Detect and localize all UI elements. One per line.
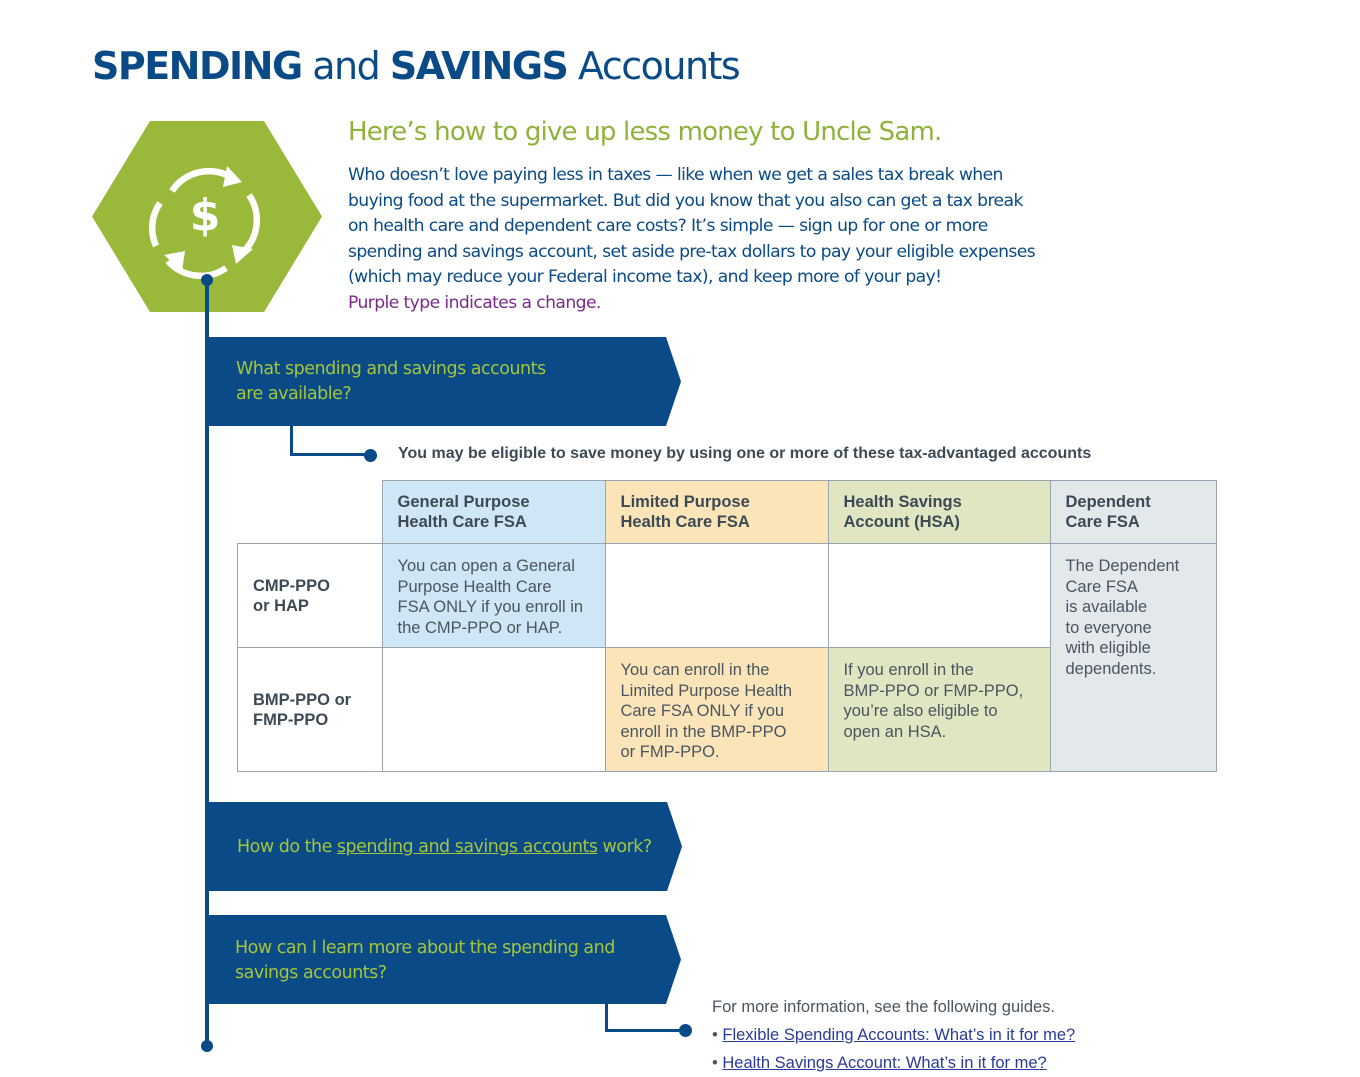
- how-work-link[interactable]: spending and savings accounts: [336, 837, 598, 857]
- header-dependent-care: Dependent Care FSA: [1050, 481, 1216, 544]
- section-how-work-title: How do the spending and savings accounts work?: [237, 837, 652, 857]
- change-note: Purple type indicates a change.: [348, 292, 601, 313]
- row-label-cmp: CMP-PPO or HAP: [238, 544, 383, 648]
- cell-limited-bmp: You can enroll in the Limited Purpose Health Care FSA ONLY if you enroll in the BMP-PPO or FMP-PPO.: [605, 648, 828, 772]
- cell-hsa-bmp: If you enroll in the BMP-PPO or FMP-PPO, you’re also eligible to open an HSA.: [828, 648, 1050, 772]
- guide-item: • Flexible Spending Accounts: What’s in it for me?: [712, 1026, 1076, 1044]
- section-available-title: What spending and savings accounts are available?: [236, 359, 546, 404]
- header-hsa: Health Savings Account (HSA): [828, 481, 1050, 544]
- connector-dot: [364, 449, 377, 462]
- more-info: [712, 993, 1075, 1077]
- more-info-dot: [679, 1024, 692, 1037]
- cell-hsa-cmp: [828, 544, 1050, 648]
- fsa-guide-link[interactable]: Flexible Spending Accounts: What’s in it for me?: [722, 1026, 1076, 1044]
- hsa-guide-link[interactable]: Health Savings Account: What’s in it for me?: [722, 1054, 1047, 1072]
- more-info-connector: [605, 1004, 684, 1032]
- section-how-work-banner[interactable]: [205, 802, 683, 891]
- guide-item: • Health Savings Account: What’s in it for me?: [712, 1054, 1047, 1072]
- header-general-purpose: General Purpose Health Care FSA: [382, 481, 605, 544]
- section-learn-more-title: How can I learn more about the spending and savings accounts?: [235, 938, 615, 983]
- cell-general-bmp: [382, 648, 605, 772]
- more-info-intro: For more information, see the following guides.: [712, 998, 1056, 1016]
- svg-text:$: $: [189, 190, 221, 241]
- section-learn-more-banner[interactable]: [205, 915, 683, 1004]
- cell-limited-cmp: [605, 544, 828, 648]
- eligibility-note: You may be eligible to save money by using one or more of these tax-advantaged accounts: [398, 445, 1092, 462]
- header-limited-purpose: Limited Purpose Health Care FSA: [605, 481, 828, 544]
- intro-paragraph: Who doesn’t love paying less in taxes — like when we get a sales tax break when buying food at the supermarket. But did you know that you also can get a tax break on health care and dependent care costs? It’s simple — sign up for one or more spending and savings account, set aside pre-tax dollars to pay your eligible expenses (which may reduce your Federal income tax), and keep more of your pay! Purple type indicates a change.: [348, 165, 1036, 313]
- cell-dependent-all: The Dependent Care FSA is available to everyone with eligible dependents.: [1050, 544, 1216, 772]
- accounts-table: [237, 480, 1217, 772]
- page-title: SPENDING and SAVINGS Accounts: [92, 44, 740, 88]
- cell-general-cmp: You can open a General Purpose Health Care FSA ONLY if you enroll in the CMP-PPO or HAP.: [382, 544, 605, 648]
- timeline-dot-bottom: [201, 1040, 213, 1052]
- row-label-bmp: BMP-PPO or FMP-PPO: [238, 648, 383, 772]
- table-corner: [238, 481, 383, 544]
- timeline-dot-top: [201, 274, 213, 286]
- section-available-banner[interactable]: [205, 337, 683, 426]
- headline: Here’s how to give up less money to Uncle Sam.: [348, 117, 942, 147]
- connector-line: [290, 426, 369, 456]
